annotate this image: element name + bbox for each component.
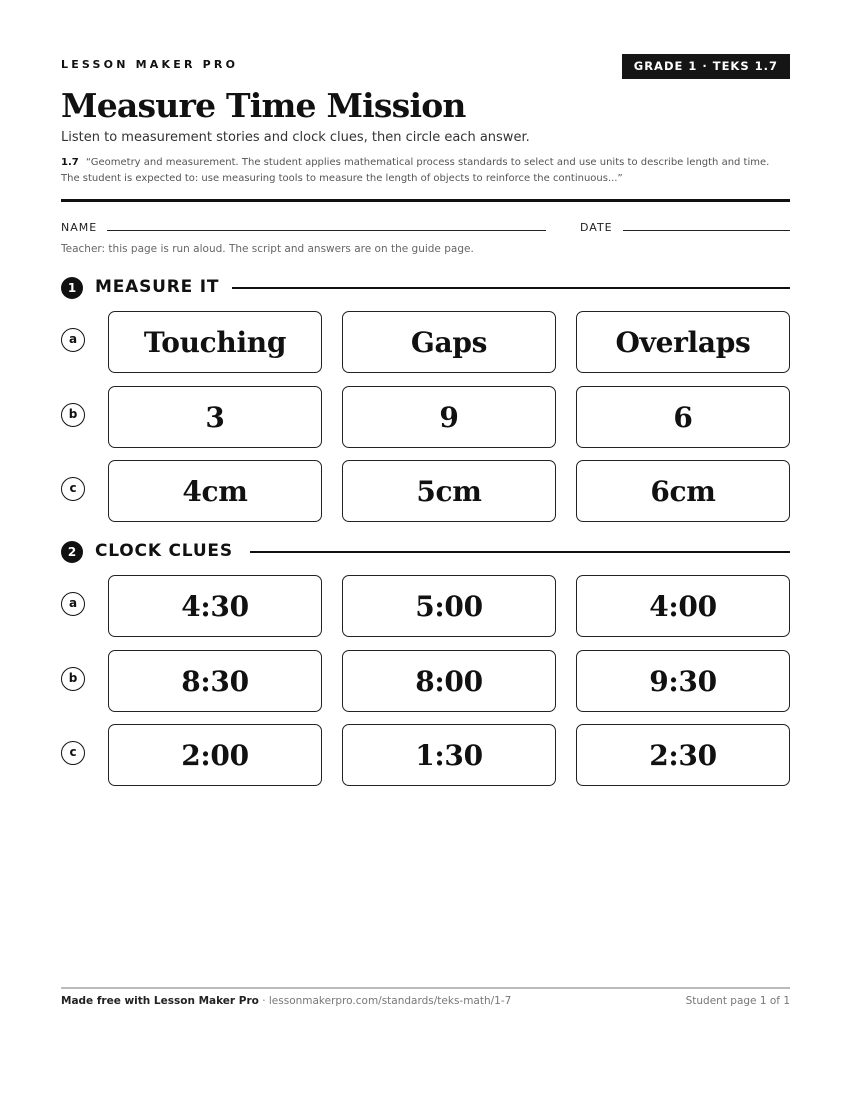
answer-choice[interactable]: 1:30 — [342, 724, 556, 786]
answer-choice[interactable]: 6cm — [576, 460, 790, 522]
section-number: 2 — [61, 541, 83, 563]
answer-choice[interactable]: 8:00 — [342, 650, 556, 712]
answer-choice[interactable]: 9 — [342, 386, 556, 448]
footer-made-with: Made free with Lesson Maker Pro — [61, 995, 259, 1007]
answer-choice[interactable]: Gaps — [342, 311, 556, 373]
question-row-1c — [61, 460, 790, 522]
question-letter: c — [61, 477, 85, 501]
date-line[interactable] — [623, 230, 790, 231]
answer-choice[interactable]: 4:00 — [576, 575, 790, 637]
section-measure-it — [61, 275, 790, 299]
footer-credit — [61, 995, 511, 1007]
answer-choice[interactable]: 8:30 — [108, 650, 322, 712]
standard-text: “Geometry and measurement. The student applies mathematical process standards to select and use units to describe length and time. The student is expected to: use measuring tools to measure the length of objects to reinforce the continuous...” — [61, 157, 770, 184]
section-title: CLOCK CLUES — [95, 541, 233, 561]
question-letter: c — [61, 741, 85, 765]
answer-choice[interactable]: 2:00 — [108, 724, 322, 786]
answer-choice[interactable]: 5:00 — [342, 575, 556, 637]
question-row-1a — [61, 311, 790, 373]
brand-name: LESSON MAKER PRO — [61, 58, 239, 71]
section-clock-clues — [61, 539, 790, 563]
question-letter: a — [61, 592, 85, 616]
answer-choice[interactable]: 3 — [108, 386, 322, 448]
answer-choice[interactable]: 4:30 — [108, 575, 322, 637]
footer-page-number: Student page 1 of 1 — [685, 995, 790, 1007]
question-letter: a — [61, 328, 85, 352]
grade-badge: GRADE 1 · TEKS 1.7 — [622, 54, 790, 79]
question-letter: b — [61, 667, 85, 691]
question-row-2a — [61, 575, 790, 637]
answer-choice[interactable]: 2:30 — [576, 724, 790, 786]
section-rule — [250, 551, 790, 553]
section-number: 1 — [61, 277, 83, 299]
footer-divider — [61, 987, 790, 989]
standard-code: 1.7 — [61, 157, 79, 168]
name-label: NAME — [61, 221, 98, 234]
date-label: DATE — [580, 221, 613, 234]
question-row-2c — [61, 724, 790, 786]
header-divider — [61, 199, 790, 202]
footer-url: · lessonmakerpro.com/standards/teks-math/1-7 — [258, 995, 512, 1007]
teacher-note: Teacher: this page is run aloud. The script and answers are on the guide page. — [61, 243, 474, 255]
answer-choice[interactable]: 4cm — [108, 460, 322, 522]
question-row-1b — [61, 386, 790, 448]
answer-choice[interactable]: 6 — [576, 386, 790, 448]
question-letter: b — [61, 403, 85, 427]
answer-choice[interactable]: Overlaps — [576, 311, 790, 373]
page-subtitle: Listen to measurement stories and clock clues, then circle each answer. — [61, 130, 530, 145]
name-line[interactable] — [107, 230, 546, 231]
standard-description — [61, 155, 790, 187]
page-title: Measure Time Mission — [61, 86, 466, 125]
worksheet-page — [61, 0, 790, 1100]
answer-choice[interactable]: 5cm — [342, 460, 556, 522]
section-rule — [232, 287, 790, 289]
section-title: MEASURE IT — [95, 277, 220, 297]
answer-choice[interactable]: Touching — [108, 311, 322, 373]
question-row-2b — [61, 650, 790, 712]
answer-choice[interactable]: 9:30 — [576, 650, 790, 712]
